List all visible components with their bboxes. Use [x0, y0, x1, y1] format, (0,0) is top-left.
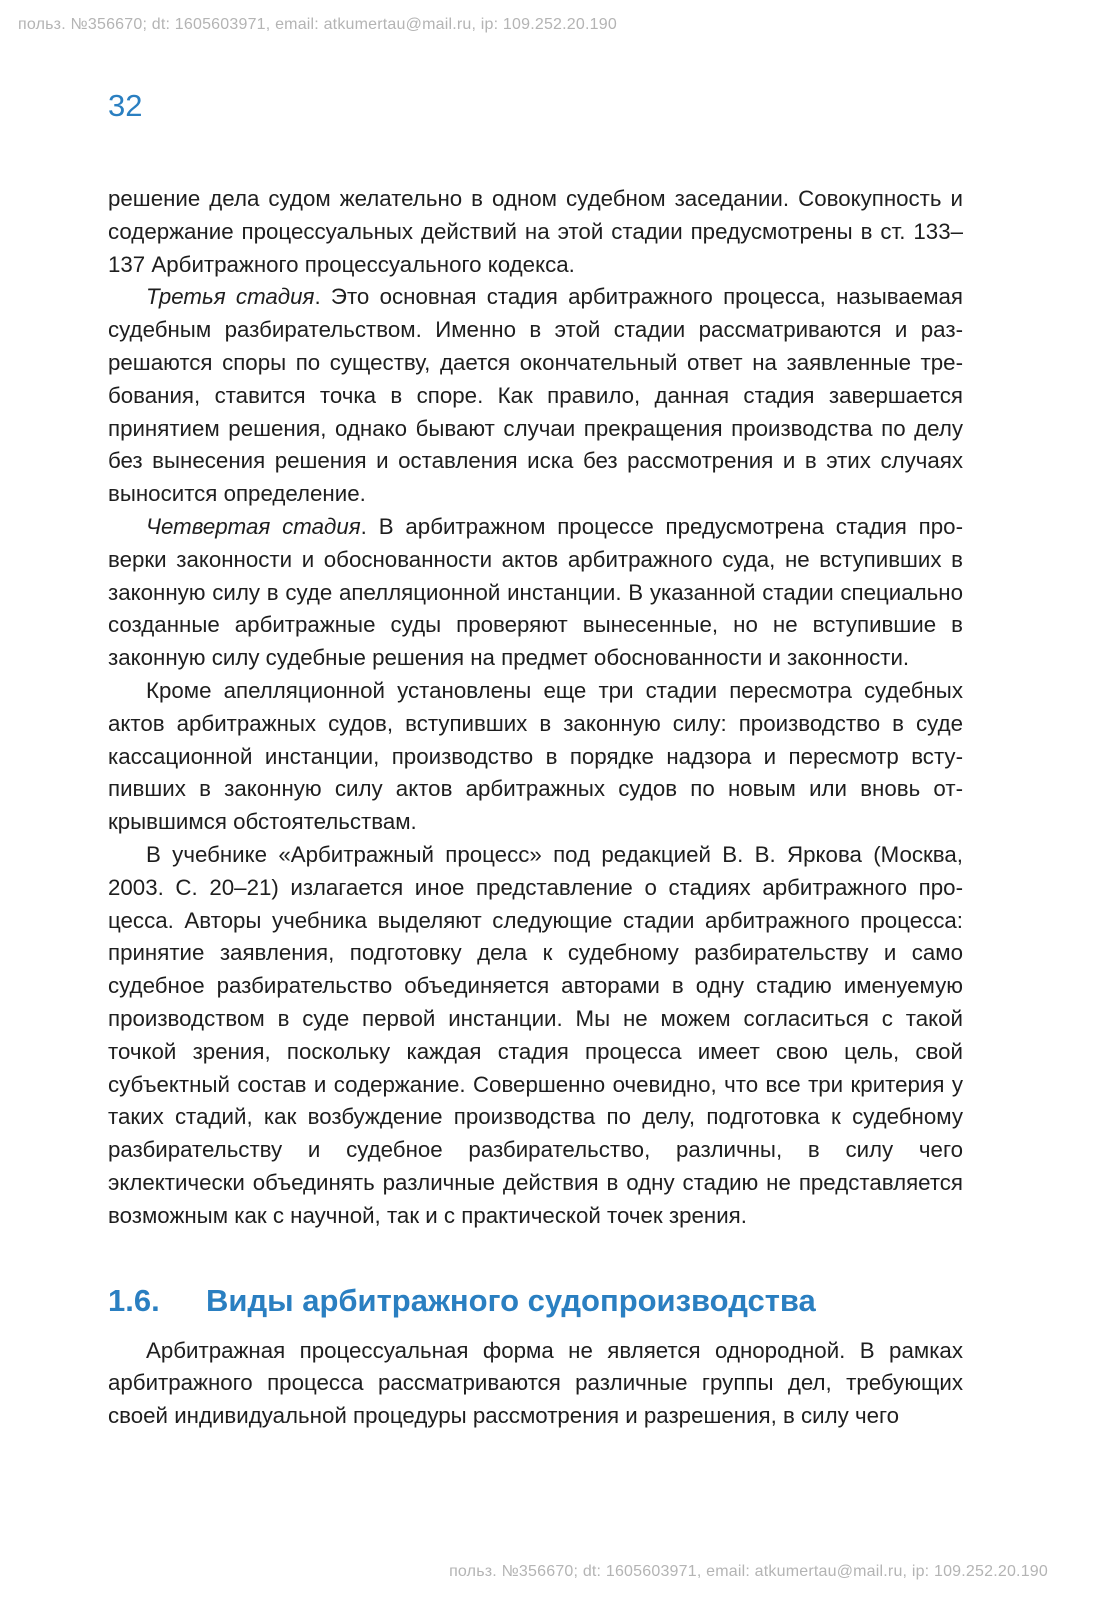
paragraph: решение дела судом желательно в одном судебном заседании. Совокупность и содержание процессуальных действий на этой стадии предусмотрены в ст. 133–137 Арбитражного процессуального кодекса.	[108, 186, 963, 277]
paragraph: Арбитражная процессуальная форма не является однородной. В рамках арбитражного процесса рассматриваются различные группы дел, требующих своей индивидуальной процедуры рассмотрения и разрешения, в силу чего	[108, 1337, 963, 1429]
section-number: 1.6.	[108, 1282, 160, 1318]
paragraph: В учебнике «Арбитражный процесс» под редакцией В. В. Яркова (Москва, 2003. С. 20–21) излагается иное представление о стадиях арбитражного процесса. Авторы учебника выделяют следующие стадии арбитражного процесса: принятие заявления, подготовку дела к судебному разбирательству и само судебное разбирательство объединяется авторами в одну стадию именуемую производством в суде первой инстанции. Мы не можем согласиться с такой точкой зрения, поскольку каждая стадия процесса имеет свою цель, свой субъектный состав и содержание. Совершенно очевидно, что все три критерия у таких стадий, как возбуждение производства по делу, подготовка к судебному разбирательству и судебное разбирательство, различны, в силу чего эклектически объединять различные действия в одну стадию не представляется возможным как с научной, так и с практической точек зрения.	[108, 841, 963, 1228]
page-number: 32	[108, 88, 143, 123]
watermark-bottom: польз. №356670; dt: 1605603971, email: atkumertau@mail.ru, ip: 109.252.20.190	[449, 1563, 1048, 1580]
paragraph-lead-italic: Четвертая стадия	[146, 513, 361, 539]
section-title: Виды арбитражного судопроизводства	[206, 1282, 816, 1318]
paragraph-text: . В арбитражном процессе предусмотрена стадия проверки законности и обоснованности актов арбитражного суда, не вступивших в законную силу в суде апелляционной инстанции. В указанной стадии специально созданные арбитражные суды проверяют вынесенные, но не вступившие в законную силу судебные решения на предмет обоснованности и законности.	[108, 513, 963, 671]
section-heading	[108, 1281, 963, 1321]
paragraph	[108, 511, 963, 675]
paragraph-lead-italic: Третья стадия	[146, 284, 315, 310]
paragraph-text: . Это основная стадия арбитражного процесса, называемая судебным разбирательством. Именно в этой стадии рассматриваются и разрешаются споры по существу, дается окончательный ответ на заявленные требования, ставится точка в споре. Как правило, данная стадия завершается принятием решения, однако бывают случаи прекращения производства по делу без вынесения решения и оставления иска без рассмотрения и в этих случаях выносится определение.	[108, 284, 963, 507]
watermark-top: польз. №356670; dt: 1605603971, email: atkumertau@mail.ru, ip: 109.252.20.190	[18, 16, 617, 33]
page-body	[108, 183, 963, 1433]
paragraph: Кроме апелляционной установлены еще три стадии пересмотра судебных актов арбитражных судов, вступивших в законную силу: производство в суде кассационной инстанции, производство в порядке надзора и пересмотр вступивших в законную силу актов арбитражных судов по новым или вновь открывшимся обстоятельствам.	[108, 677, 963, 835]
paragraph	[108, 281, 963, 511]
